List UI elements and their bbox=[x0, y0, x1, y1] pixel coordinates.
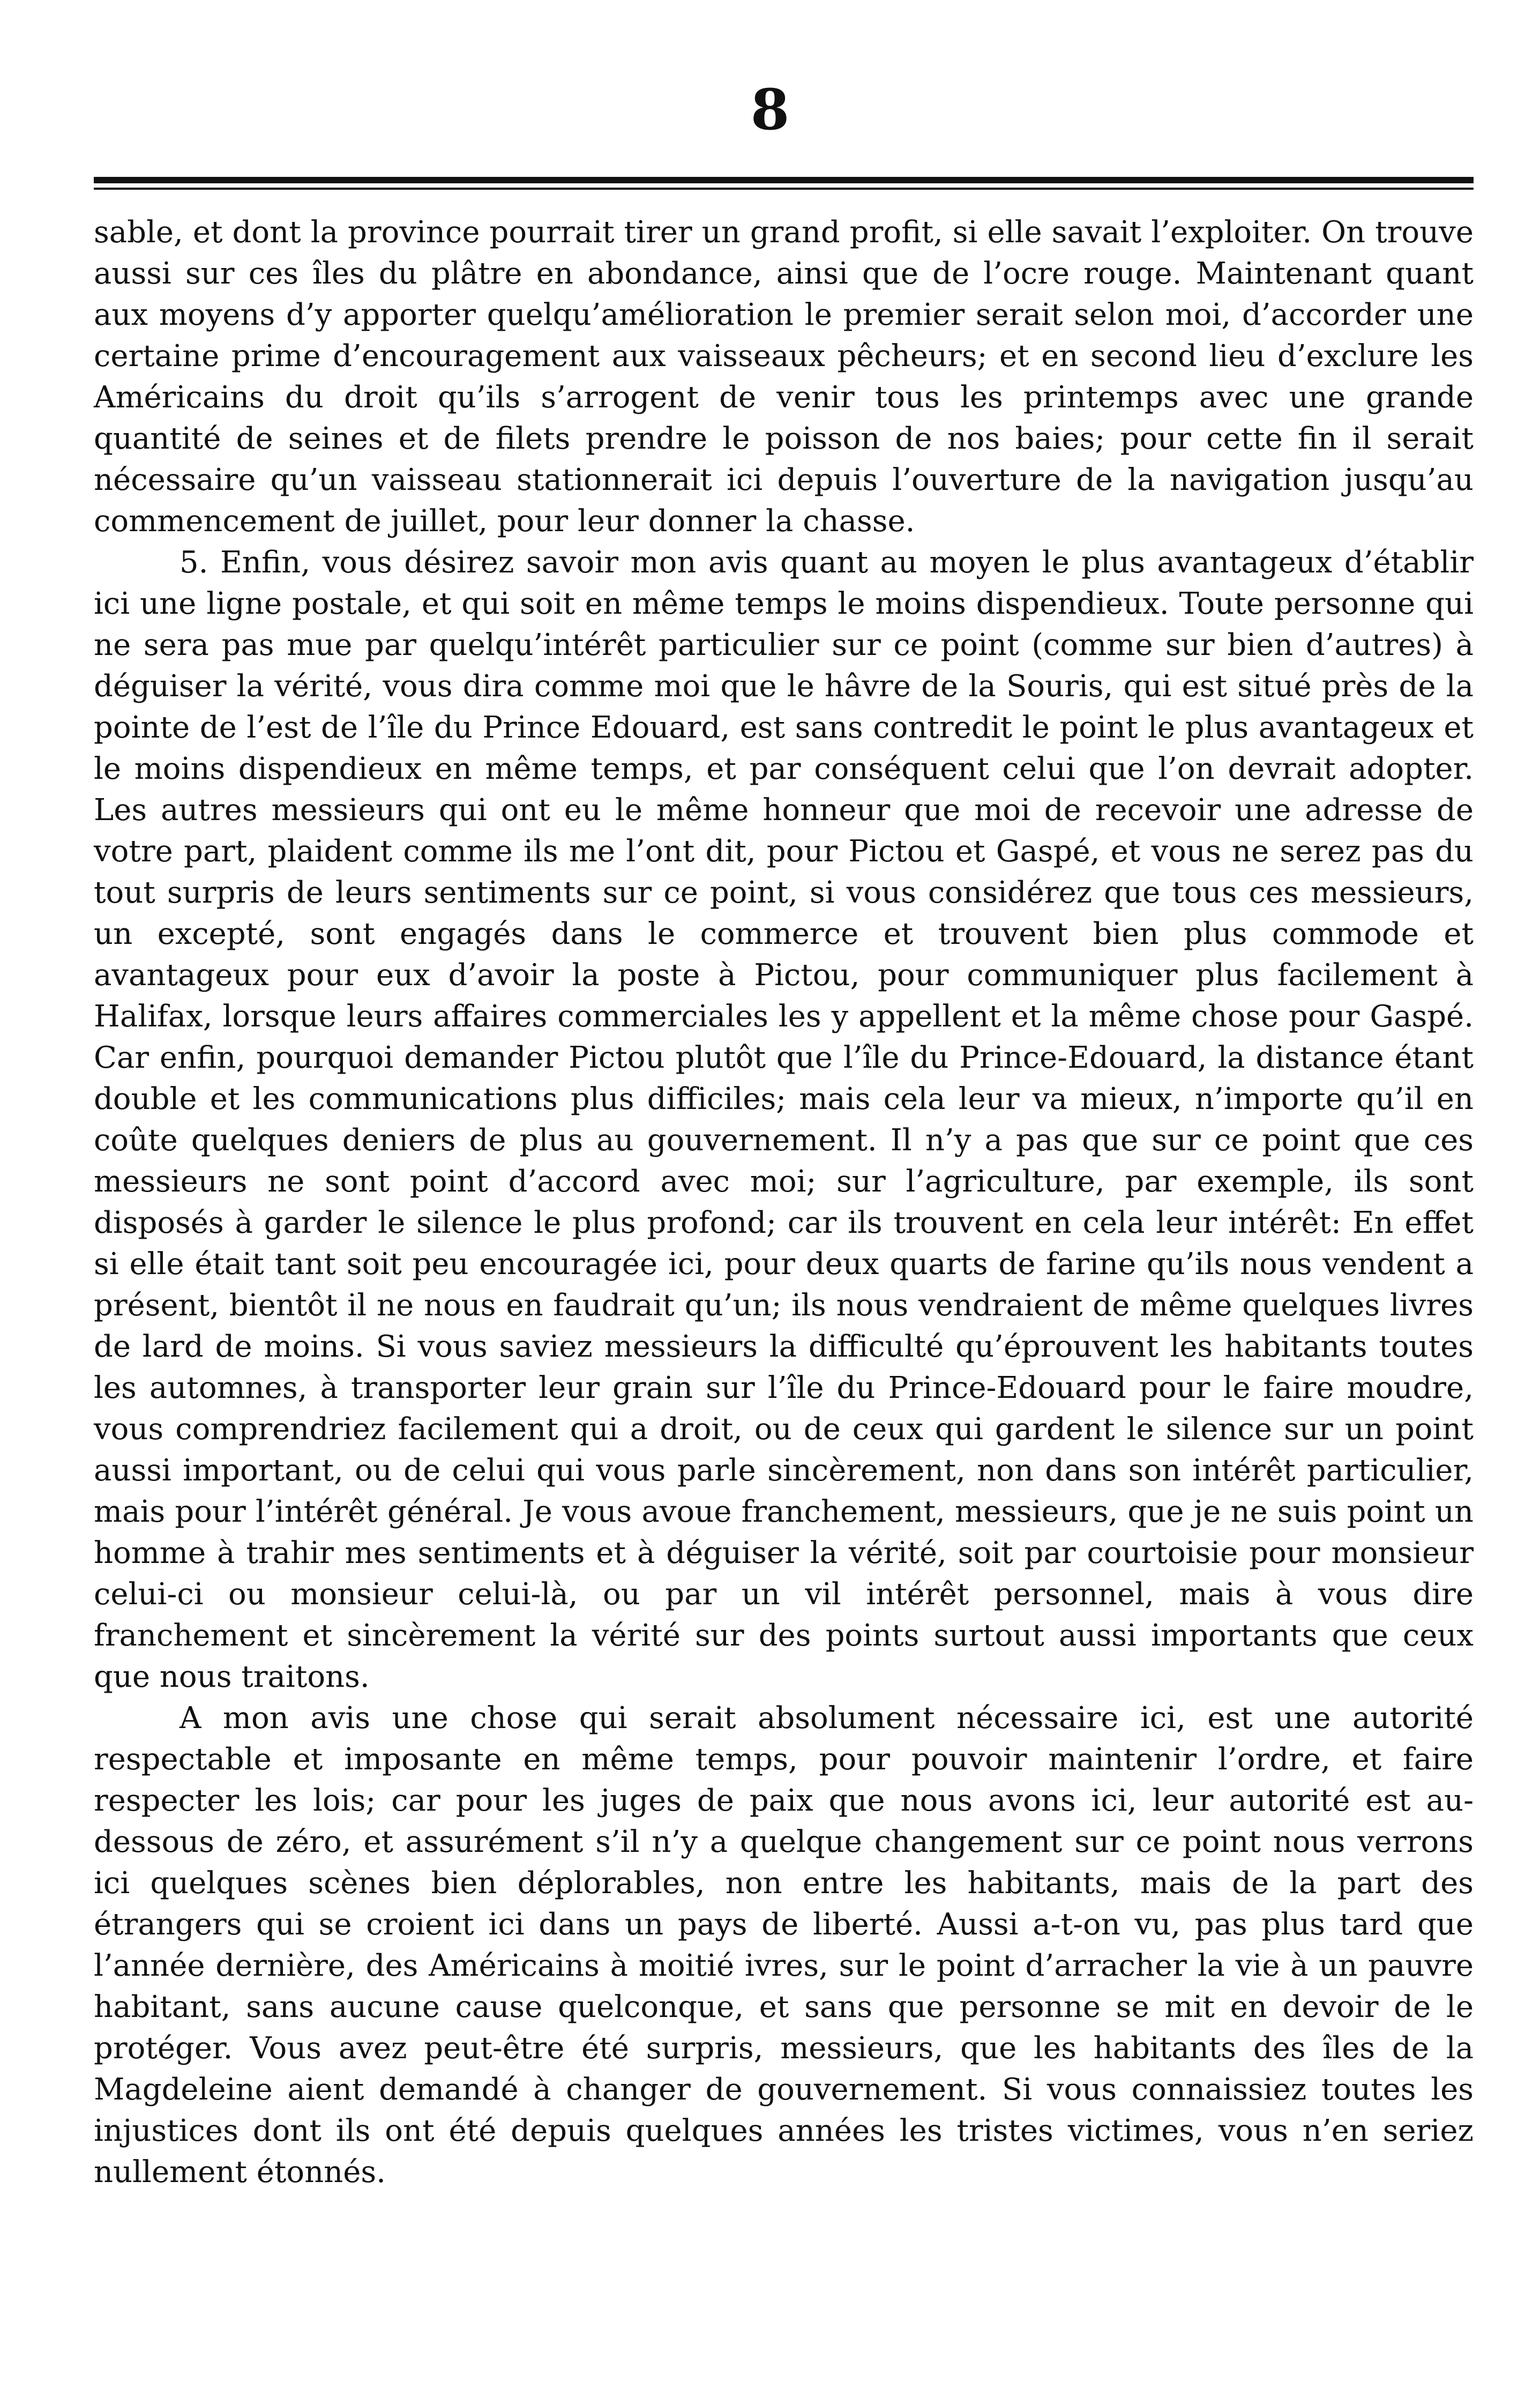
header-rule-thin bbox=[94, 188, 1474, 190]
body-text bbox=[94, 212, 1474, 2302]
paragraph-authority: A mon avis une chose qui serait absolument nécessaire ici, est une autorité respectable et imposante en même temps, pour pouvoir maintenir l’ordre, et faire respecter les lois; car pour les juges de paix que nous avons ici, leur autorité est au-dessous de zéro, et assurément s’il n’y a quelque changement sur ce point nous verrons ici quelques scènes bien déplorables, non entre les habitants, mais de la part des étrangers qui se croient ici dans un pays de liberté. Aussi a-t-on vu, pas plus tard que l’année dernière, des Américains à moitié ivres, sur le point d’arracher la vie à un pauvre habitant, sans aucune cause quelconque, et sans que personne se mit en devoir de le protéger. Vous avez peut-être été surpris, messieurs, que les habitants des îles de la Magdeleine aient demandé à changer de gouvernement. Si vous connaissiez toutes les injustices dont ils ont été depuis quelques années les tristes victimes, vous n’en seriez nullement étonnés. bbox=[94, 1701, 1474, 2190]
page-number: 8 bbox=[750, 77, 790, 143]
header-rule-thick bbox=[94, 177, 1474, 183]
paragraph-postal-line: 5. Enfin, vous désirez savoir mon avis quant au moyen le plus avantageux d’établir ici une ligne postale, et qui soit en même temps le moins dispendieux. Toute personne qui ne sera pas mue par quelqu’intérêt particulier sur ce point (comme sur bien d’autres) à déguiser la vérité, vous dira comme moi que le hâvre de la Souris, qui est situé près de la pointe de l’est de l’île du Prince Edouard, est sans contredit le point le plus avantageux et le moins dispendieux en même temps, et par conséquent celui que l’on devrait adopter. Les autres messieurs qui ont eu le même honneur que moi de recevoir une adresse de votre part, plaident comme ils me l’ont dit, pour Pictou et Gaspé, et vous ne serez pas du tout surpris de leurs sentiments sur ce point, si vous considérez que tous ces messieurs, un excepté, sont engagés dans le commerce et trouvent bien plus commode et avantageux pour eux d’avoir la poste à Pictou, pour communiquer plus facilement à Halifax, lorsque leurs affaires commerciales les y appellent et la même chose pour Gaspé. Car enfin, pourquoi demander Pictou plutôt que l’île du Prince-Edouard, la distance étant double et les communications plus difficiles; mais cela leur va mieux, n’importe qu’il en coûte quelques deniers de plus au gouvernement. Il n’y a pas que sur ce point que ces messieurs ne sont point d’accord avec moi; sur l’agriculture, par exemple, ils sont disposés à garder le silence le plus profond; car ils trouvent en cela leur intérêt: En effet si elle était tant soit peu encouragée ici, pour deux quarts de farine qu’ils nous vendent a présent, bientôt il ne nous en faudrait qu’un; ils nous vendraient de même quelques livres de lard de moins. Si vous saviez messieurs la difficulté qu’éprouvent les habitants toutes les automnes, à transporter leur grain sur l’île du Prince-Edouard pour le faire moudre, vous comprendriez facilement qui a droit, ou de ceux qui gardent le silence sur un point aussi important, ou de celui qui vous parle sincèrement, non dans son intérêt particulier, mais pour l’intérêt général. Je vous avoue franchement, messieurs, que je ne suis point un homme à trahir mes sentiments et à déguiser la vérité, soit par courtoisie pour monsieur celui-ci ou monsieur celui-là, ou par un vil intérêt personnel, mais à vous dire franchement et sincèrement la vérité sur des points surtout aussi importants que ceux que nous traitons. bbox=[94, 545, 1474, 1694]
paragraph-continuation: sable, et dont la province pourrait tirer un grand profit, si elle savait l’exploiter. On trouve aussi sur ces îles du plâtre en abondance, ainsi que de l’ocre rouge. Maintenant quant aux moyens d’y apporter quelqu’amélioration le premier serait selon moi, d’accorder une certaine prime d’encouragement aux vaisseaux pêcheurs; et en second lieu d’exclure les Américains du droit qu’ils s’arrogent de venir tous les printemps avec une grande quantité de seines et de filets prendre le poisson de nos baies; pour cette fin il serait nécessaire qu’un vaisseau stationnerait ici depuis l’ouverture de la navigation jusqu’au commencement de juillet, pour leur donner la chasse. bbox=[94, 215, 1474, 539]
